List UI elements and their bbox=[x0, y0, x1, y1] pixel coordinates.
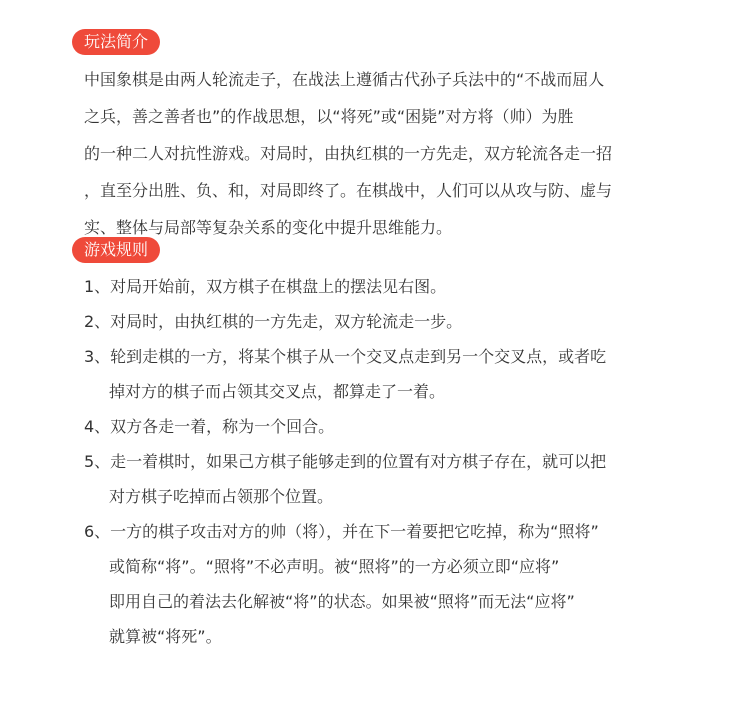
intro-paragraph bbox=[84, 61, 684, 246]
rule-line: 即用自己的着法去化解被“将”的状态。如果被“照将”而无法“应将” bbox=[109, 592, 575, 611]
rules-list bbox=[84, 269, 704, 654]
rule-line: 3、轮到走棋的一方，将某个棋子从一个交叉点走到另一个交叉点，或者吃 bbox=[84, 347, 607, 366]
rule-item-4 bbox=[84, 409, 704, 444]
rule-line: 6、一方的棋子攻击对方的帅（将），并在下一着要把它吃掉，称为“照将” bbox=[84, 522, 599, 541]
rule-item-1 bbox=[84, 269, 704, 304]
intro-line: ，直至分出胜、负、和，对局即终了。在棋战中，人们可以从攻与防、虚与 bbox=[84, 181, 613, 200]
rule-line: 4、双方各走一着，称为一个回合。 bbox=[84, 417, 335, 436]
rule-item-6 bbox=[84, 514, 704, 654]
rule-line: 5、走一着棋时，如果己方棋子能够走到的位置有对方棋子存在，就可以把 bbox=[84, 452, 607, 471]
rule-line: 就算被“将死”。 bbox=[109, 627, 222, 646]
intro-line: 之兵，善之善者也”的作战思想，以“将死”或“困毙”对方将（帅）为胜 bbox=[84, 107, 574, 126]
intro-line: 实、整体与局部等复杂关系的变化中提升思维能力。 bbox=[84, 218, 453, 237]
intro-line: 中国象棋是由两人轮流走子，在战法上遵循古代孙子兵法中的“不战而屈人 bbox=[84, 70, 605, 89]
rule-item-3 bbox=[84, 339, 704, 409]
intro-section-title: 玩法简介 bbox=[72, 29, 160, 55]
rule-line: 或简称“将”。“照将”不必声明。被“照将”的一方必须立即“应将” bbox=[109, 557, 560, 576]
rule-item-2 bbox=[84, 304, 704, 339]
rule-line: 掉对方的棋子而占领其交叉点，都算走了一着。 bbox=[109, 382, 446, 401]
rule-item-5 bbox=[84, 444, 704, 514]
intro-line: 的一种二人对抗性游戏。对局时，由执红棋的一方先走，双方轮流各走一招 bbox=[84, 144, 613, 163]
rules-section-title: 游戏规则 bbox=[72, 237, 160, 263]
rule-line: 2、对局时，由执红棋的一方先走，双方轮流走一步。 bbox=[84, 312, 463, 331]
rule-line: 对方棋子吃掉而占领那个位置。 bbox=[109, 487, 334, 506]
rule-line: 1、对局开始前，双方棋子在棋盘上的摆法见右图。 bbox=[84, 277, 447, 296]
